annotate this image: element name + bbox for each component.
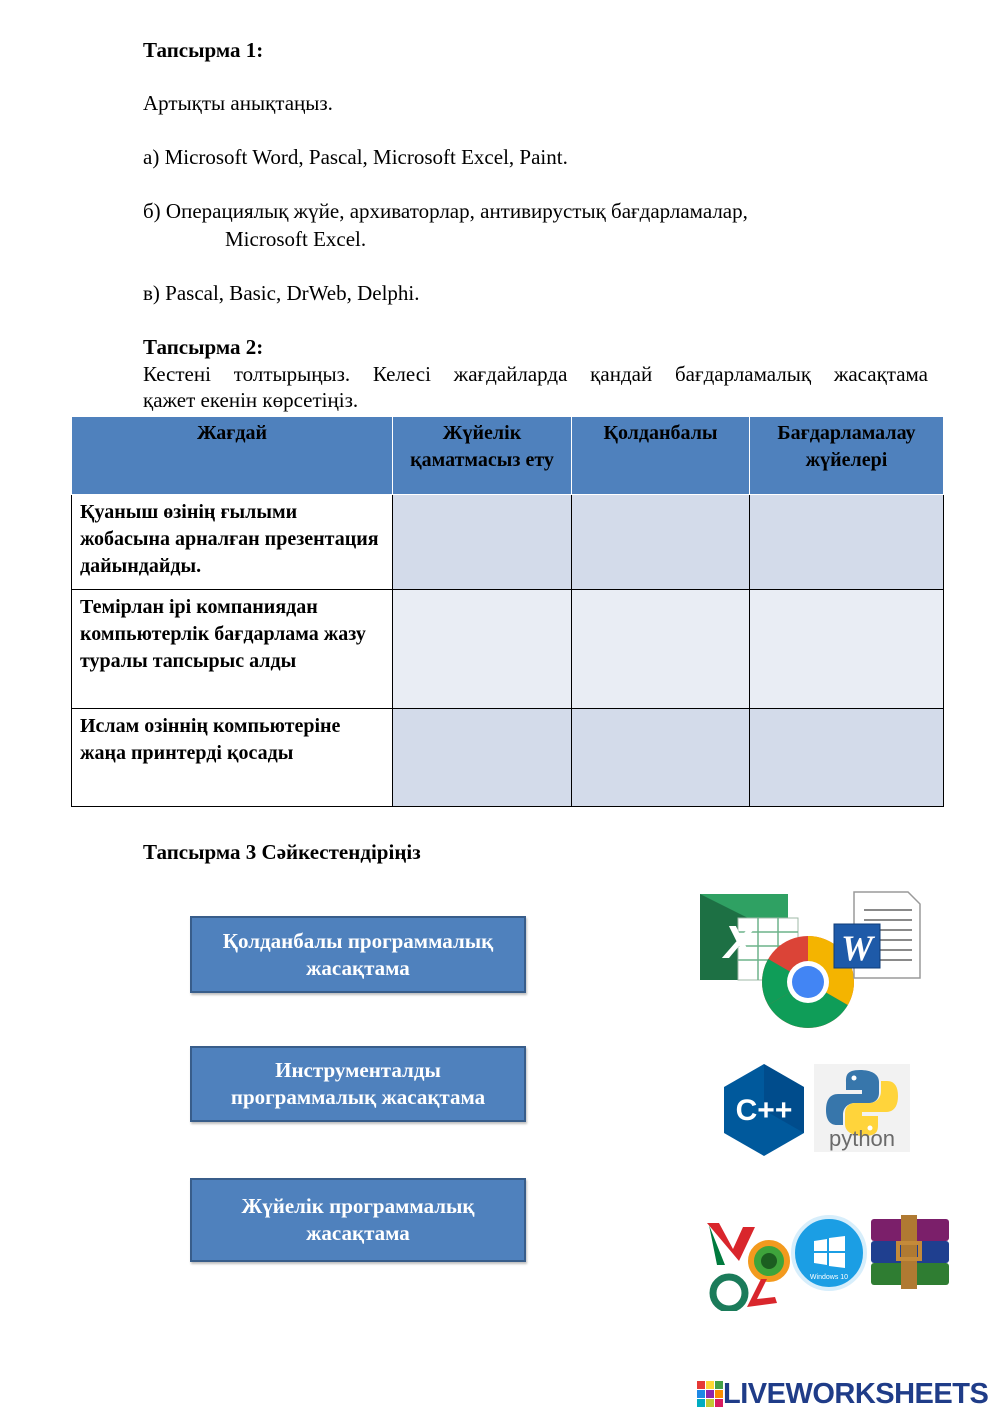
match-box-label: Инструменталды [275,1058,441,1082]
system-software-image[interactable] [703,1213,955,1311]
answer-cell[interactable] [393,590,572,709]
task2-title: Тапсырма 2: [143,335,264,359]
windows-label: Windows 10 [809,1274,849,1281]
task1-title: Тапсырма 1: [143,38,264,62]
task1-instruction: Артықты анықтаңыз. [143,91,333,115]
situation-cell: Ислам озіннің компьютеріне жаңа принтерді қосады [72,709,393,807]
python-icon [814,1064,910,1152]
liveworksheets-mark-icon [697,1381,723,1407]
header-situation: Жағдай [72,417,393,495]
table-row [72,709,944,807]
table-row [72,495,944,590]
match-box-label: Қолданбалы программалық [222,928,494,953]
situation-cell: Темірлан ірі компаниядан компьютерлік бағдарлама жазу туралы тапсырыс алды [72,590,393,709]
match-box-application[interactable] [190,916,526,993]
python-label: python [828,1126,896,1151]
match-box-label: программалық жасақтама [230,1085,486,1109]
table-header-row [72,417,944,495]
windows-10-icon [793,1217,865,1289]
task3-title: Тапсырма 3 Сәйкестендіріңіз [143,840,421,864]
table-row [72,590,944,709]
answer-cell[interactable] [572,709,750,807]
match-box-label: жасақтама [306,955,410,980]
winrar-icon [871,1215,949,1289]
header-programming-systems: Бағдарламалау жүйелері [750,417,944,495]
answer-cell[interactable] [393,709,572,807]
answer-cell[interactable] [750,709,944,807]
task1-item-b-cont: Microsoft Excel. [225,227,367,251]
task2-table [71,416,944,807]
task2-instruction-cont: қажет екенін көрсетіңіз. [143,388,359,412]
answer-cell[interactable] [572,495,750,590]
task1-item-b: б) Операциялық жүйе, архиваторлар, антивирустық бағдарламалар, [143,199,748,223]
match-box-label: жасақтама [306,1221,410,1245]
match-box-system[interactable] [190,1178,526,1262]
cpp-label: C++ [735,1094,793,1127]
header-application: Қолданбалы [572,417,750,495]
office-apps-image[interactable] [698,888,924,1030]
answer-cell[interactable] [750,590,944,709]
liveworksheets-wordmark: LIVEWORKSHEETS [723,1377,989,1410]
match-box-tools[interactable] [190,1046,526,1122]
word-letter: W [841,928,874,968]
excel-letter: X [724,916,755,968]
antivirus-icon [707,1223,787,1309]
liveworksheets-logo[interactable] [697,1377,988,1411]
task2-instruction: Кестені толтырыңыз. Келесі жағдайларда қандай бағдарламалық жасақтама [143,362,928,386]
task1-item-a: а) Microsoft Word, Pascal, Microsoft Excel, Paint. [143,145,568,169]
cpp-icon [724,1064,804,1156]
programming-languages-image[interactable] [718,1060,914,1160]
answer-cell[interactable] [572,590,750,709]
header-system-software: Жүйелік қаматмасыз ету [393,417,572,495]
match-box-label: Жүйелік программалық [241,1194,475,1218]
task1-item-c: в) Pascal, Basic, DrWeb, Delphi. [143,281,420,305]
word-icon [834,892,920,978]
situation-cell: Қуаныш өзінің ғылыми жобасына арналған презентация дайындайды. [72,495,393,590]
answer-cell[interactable] [393,495,572,590]
answer-cell[interactable] [750,495,944,590]
